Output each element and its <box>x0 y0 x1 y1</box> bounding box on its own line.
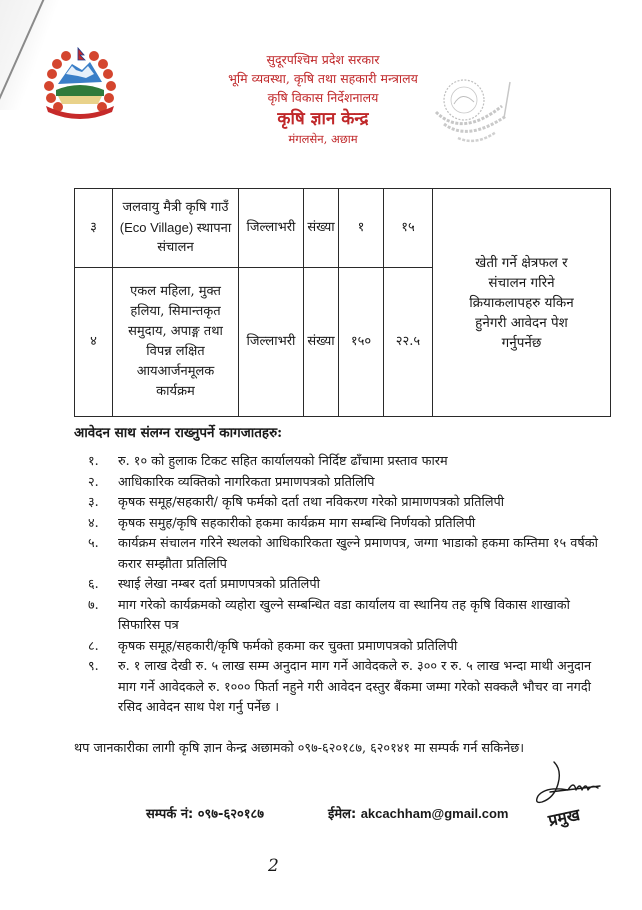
list-item-text: स्थाई लेखा नम्बर दर्ता प्रमाणपत्रको प्रतिलिपी <box>118 577 320 592</box>
program-name <box>113 268 239 417</box>
program-name-line: जलवायु मैत्री कृषि गाउँ <box>122 200 229 215</box>
contact-number: ०९७-६२०१८७ <box>197 807 265 822</box>
list-item <box>88 657 608 719</box>
list-item <box>88 514 608 535</box>
program-name-line: हलिया, सिमान्तकृत <box>130 304 221 319</box>
list-item <box>88 493 608 514</box>
list-item-number: ६. <box>88 577 99 592</box>
program-name-line: (Eco Village) स्थापना <box>119 220 232 235</box>
terai <box>58 96 102 104</box>
list-item-number: ५. <box>88 536 99 551</box>
list-item-text: कृषक समूह/सहकारी/कृषि फर्मको हकमा कर चुक्ता प्रमाणपत्रको प्रतिलिपी <box>118 638 458 654</box>
attachments-heading: आवेदन साथ संलग्न राख्नुपर्ने कागजातहरु: <box>74 425 283 441</box>
program-name-line: समुदाय, अपाङ्ग तथा <box>128 324 223 339</box>
list-item-number: २. <box>88 474 99 490</box>
list-item <box>88 452 608 473</box>
contact-phone <box>146 804 264 822</box>
nepal-emblem-icon <box>38 44 122 124</box>
program-amount: २२.५ <box>384 268 433 417</box>
row-number: ४ <box>75 268 113 417</box>
program-quantity: १५० <box>339 268 384 417</box>
government-name: सुदूरपश्चिम प्रदेश सरकार <box>266 52 380 67</box>
contact-label: सम्पर्क नं: <box>146 807 194 822</box>
program-remarks <box>433 189 611 417</box>
row-number: ३ <box>75 189 113 268</box>
program-name-line: कार्यक्रम <box>156 384 195 399</box>
hills <box>56 85 104 96</box>
list-item-text: रु. १० को हुलाक टिकट सहित कार्यालयको निर्दिष्ट ढाँचामा प्रस्ताव फारम <box>118 454 448 469</box>
flag <box>78 48 85 60</box>
letterhead <box>200 50 446 148</box>
list-item-text: कार्यक्रम संचालन गरिने स्थलको आधिकारिकता खुल्ने प्रमाणपत्र, जग्गा भाडाको हकमा कम्तिमा १५ वर्षको करार सम्झौता प्रतिलिपि <box>118 536 598 572</box>
page-number: 2 <box>268 856 279 876</box>
office-stamp-icon <box>432 72 518 162</box>
signatory-title: प्रमुख <box>546 804 582 831</box>
list-item-number: ९. <box>88 659 99 674</box>
program-area: जिल्लाभरी <box>239 268 304 417</box>
program-unit: संख्या <box>304 189 339 268</box>
handwritten-signature-icon <box>528 760 608 810</box>
ministry-name: भूमि व्यवस्था, कृषि तथा सहकारी मन्त्रालय <box>228 71 418 86</box>
program-name-line: एकल महिला, मुक्त <box>130 284 221 299</box>
list-item-number: ३. <box>88 495 99 510</box>
program-quantity: १ <box>339 189 384 268</box>
program-name-line: आयआर्जनमूलक <box>136 364 215 379</box>
list-item-text: कृषक समूह/सहकारी/ कृषि फर्मको दर्ता तथा नविकरण गरेको प्रामाणपत्रको प्रतिलिपी <box>118 495 505 510</box>
table-row <box>75 189 611 268</box>
directorate-name: कृषि विकास निर्देशनालय <box>267 90 379 105</box>
list-item <box>88 473 608 494</box>
list-item-number: ४. <box>88 515 99 531</box>
office-name: कृषि ज्ञान केन्द्र <box>277 109 369 129</box>
list-item-text: कृषक समुह/कृषि सहकारीको हकमा कार्यक्रम माग सम्बन्धि निर्णयको प्रतिलिपी <box>118 515 476 531</box>
email-address[interactable]: akcachham@gmail.com <box>360 806 509 821</box>
remarks-line: खेती गर्ने क्षेत्रफल र <box>475 254 568 271</box>
program-unit: संख्या <box>304 268 339 417</box>
list-item-number: ७. <box>88 597 99 613</box>
list-item <box>88 596 608 637</box>
list-item-text: माग गरेको कार्यक्रमको व्यहोरा खुल्ने सम्बन्धित वडा कार्यालय वा स्थानिय तह कृषि विकास शाखाको सिफारिस पत्र <box>118 597 570 633</box>
contact-note: थप जानकारीका लागी कृषि ज्ञान केन्द्र अछामको ०९७-६२०१८७, ६२०१४१ मा सम्पर्क गर्न सकिनेछ। <box>74 741 525 756</box>
email-label: ईमेल: <box>328 807 357 822</box>
remarks-line: क्रियाकलापहरु यकिन <box>469 294 574 311</box>
program-amount: १५ <box>384 189 433 268</box>
office-location: मंगलसेन, अछाम <box>288 132 358 146</box>
program-table <box>74 188 611 417</box>
attachments-list <box>88 452 608 719</box>
list-item-number: १. <box>88 454 99 469</box>
list-item-number: ८. <box>88 638 99 654</box>
program-name-line: विपन्न लक्षित <box>146 344 205 359</box>
program-name <box>113 189 239 268</box>
remarks-line: हुनेगरी आवेदन पेश <box>475 314 568 331</box>
contact-email <box>328 804 509 822</box>
program-name-line: संचालन <box>157 240 194 255</box>
program-area: जिल्लाभरी <box>239 189 304 268</box>
list-item-text: रु. १ लाख देखी रु. ५ लाख सम्म अनुदान माग गर्ने आवेदकले रु. ३०० र रु. ५ लाख भन्दा माथी अनुदान माग गर्ने आवेदकले रु. १००० फिर्ता नहुने गरी आवेदन दस्तुर बैंकमा जम्मा गरेको सक्कलै भौचर वा नगदी रसिद आवेदन साथ पेश गर्नु पर्नेछ । <box>118 659 592 715</box>
list-item <box>88 534 608 575</box>
remarks-line: संचालन गरिने <box>488 274 555 291</box>
list-item <box>88 637 608 658</box>
list-item <box>88 575 608 596</box>
remarks-line: गर्नुपर्नेछ <box>501 334 542 351</box>
list-item-text: आधिकारिक व्यक्तिको नागरिकता प्रमाणपत्रको प्रतिलिपि <box>118 474 375 490</box>
